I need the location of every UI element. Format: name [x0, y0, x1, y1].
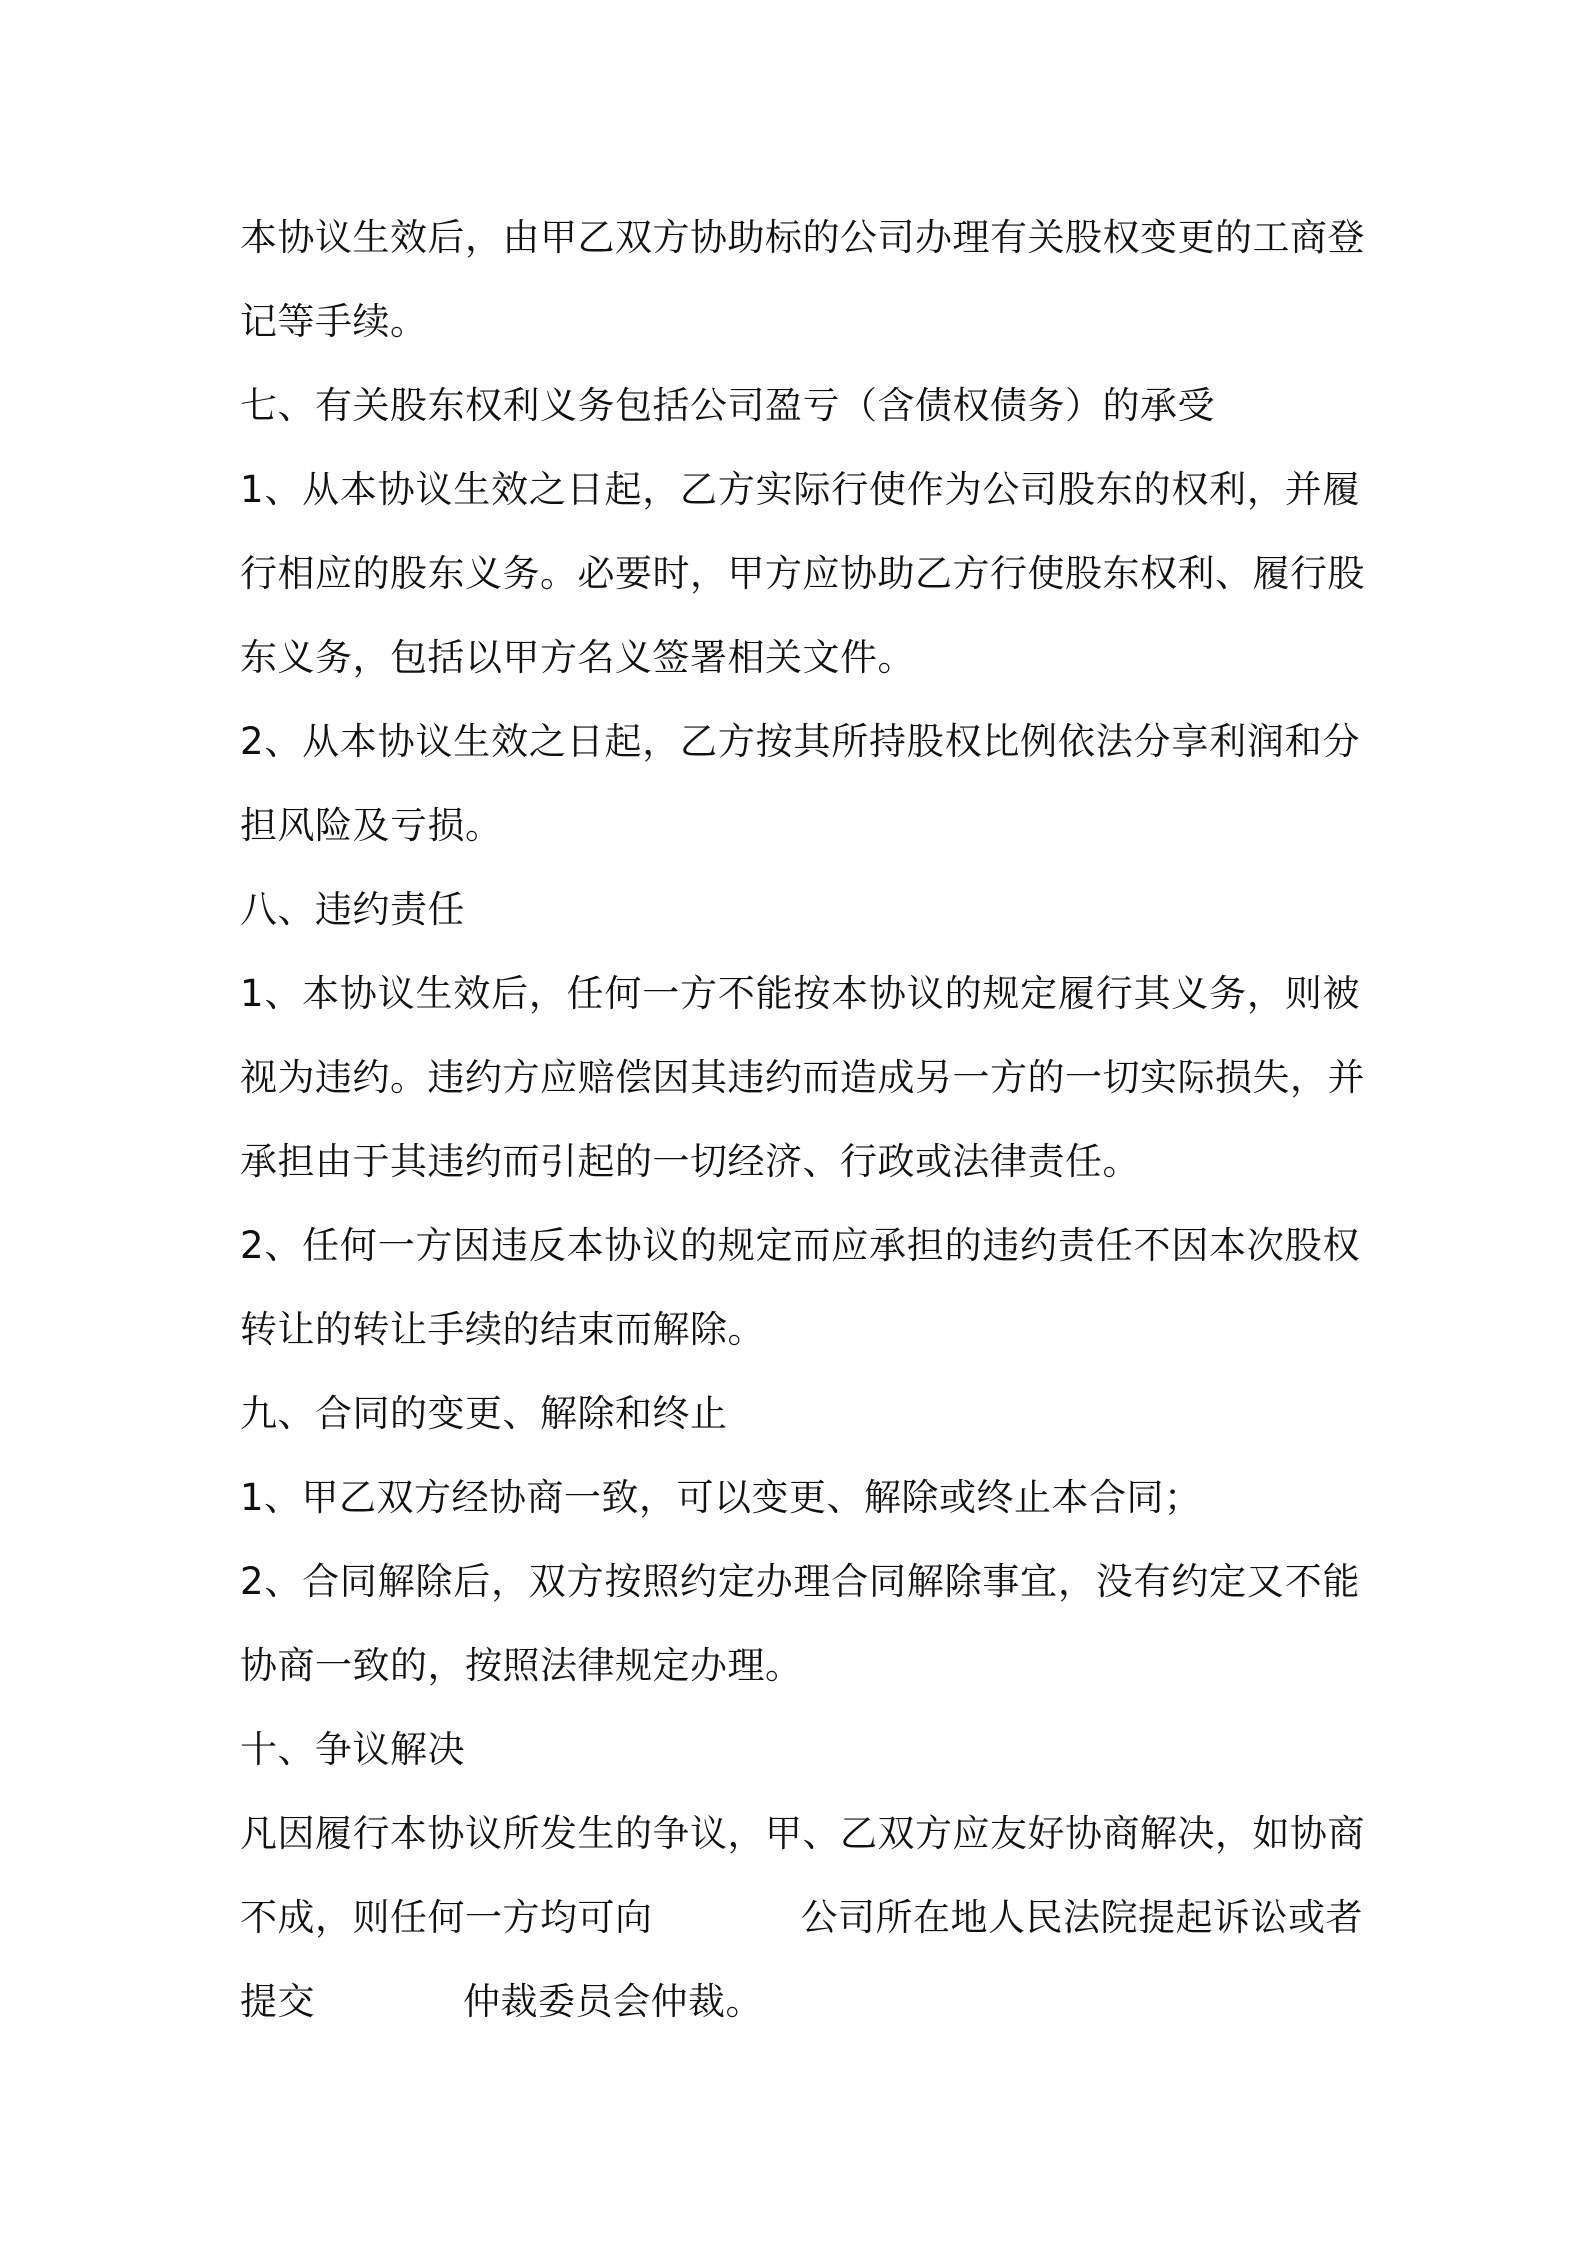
text-line: 1、从本协议生效之日起，乙方实际行使作为公司股东的权利，并履 [240, 468, 1360, 511]
text-line: 承担由于其违约而引起的一切经济、行政或法律责任。 [240, 1140, 1140, 1183]
arbitration-line-after: 仲裁委员会仲裁。 [463, 1980, 763, 2023]
text-line: 凡因履行本协议所发生的争议，甲、乙双方应友好协商解决，如协商 [240, 1812, 1365, 1855]
section-heading: 七、有关股东权利义务包括公司盈亏（含债权债务）的承受 [240, 384, 1215, 427]
text-line: 记等手续。 [240, 300, 428, 343]
text-line: 担风险及亏损。 [240, 804, 503, 847]
text-line: 转让的转让手续的结束而解除。 [240, 1308, 765, 1351]
text-line: 1、本协议生效后，任何一方不能按本协议的规定履行其义务，则被 [240, 972, 1360, 1015]
section-heading: 十、争议解决 [240, 1728, 465, 1771]
text-line: 2、合同解除后，双方按照约定办理合同解除事宜，没有约定又不能 [240, 1560, 1360, 1603]
text-line: 1、甲乙双方经协商一致，可以变更、解除或终止本合同； [240, 1476, 1202, 1519]
text-line: 东义务，包括以甲方名义签署相关文件。 [240, 636, 915, 679]
section-heading: 八、违约责任 [240, 888, 465, 931]
document-body [240, 196, 1365, 2044]
text-line: 视为违约。违约方应赔偿因其违约而造成另一方的一切实际损失，并 [240, 1056, 1365, 1099]
court-line-after: 公司所在地人民法院提起诉讼或者 [800, 1896, 1363, 1939]
text-line: 行相应的股东义务。必要时，甲方应协助乙方行使股东权利、履行股 [240, 552, 1365, 595]
text-line: 2、从本协议生效之日起，乙方按其所持股权比例依法分享利润和分 [240, 720, 1360, 763]
arbitration-line [240, 1960, 1360, 2044]
court-line [240, 1876, 1363, 1960]
court-line-before: 不成，则任何一方均可向 [240, 1896, 653, 1939]
text-line: 本协议生效后，由甲乙双方协助标的公司办理有关股权变更的工商登 [240, 216, 1365, 259]
text-line: 2、任何一方因违反本协议的规定而应承担的违约责任不因本次股权 [240, 1224, 1360, 1267]
arbitration-line-before: 提交 [240, 1980, 315, 2023]
text-line: 协商一致的，按照法律规定办理。 [240, 1644, 803, 1687]
section-heading: 九、合同的变更、解除和终止 [240, 1392, 728, 1435]
